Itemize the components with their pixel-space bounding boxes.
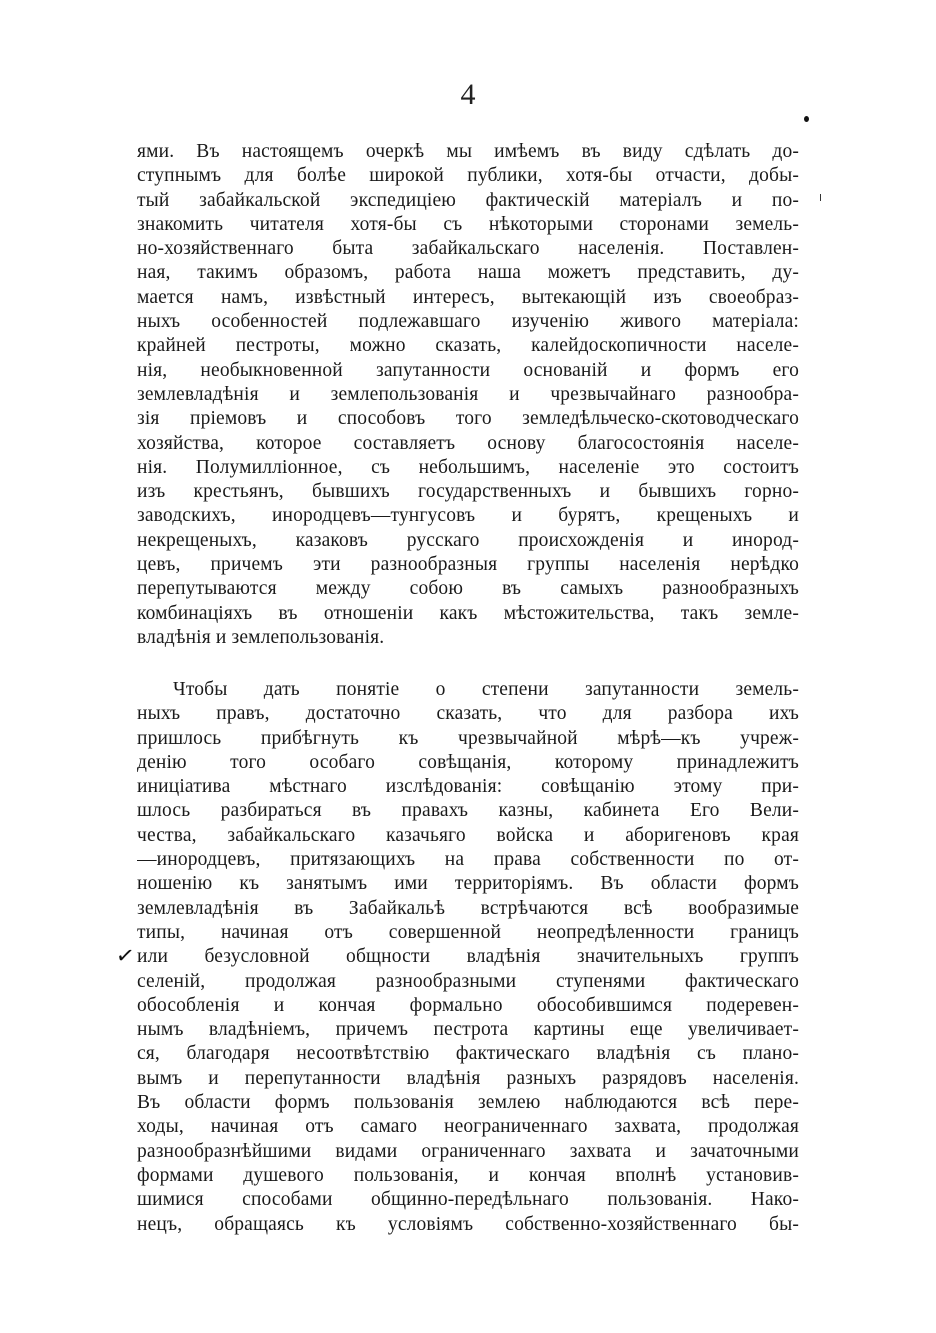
text-line: нецъ, обращаясь къ условіямъ собственно-хозяйственнаго бы- [137,1213,799,1235]
text-line: шимися способами общинно-передѣльнаго пользованія. Нако- [137,1189,799,1211]
text-line: нымъ владѣніемъ, причемъ пестрота картины еще увеличивает- [137,1019,799,1041]
text-line: шлось разбираться въ правахъ казны, кабинета Его Вели- [137,800,799,822]
text-line: владѣнія и землепользованія. [137,626,385,648]
text-line: землевладѣнія и землепользованія и чрезвычайнаго разнообра- [137,383,799,405]
text-line: денію того особаго совѣщанія, которому принадлежитъ [137,751,799,773]
text-line: зія пріемовъ и способовъ того земледѣльческо-скотоводческаго [137,408,799,430]
text-line: мается намъ, извѣстный интересъ, вытекающій изъ своеобраз- [137,286,799,308]
text-line: землевладѣнія въ Забайкальѣ встрѣчаются всѣ вообразимые [137,897,799,919]
paragraph-1 [137,140,799,650]
text-line: типы, начиная отъ совершенной неопредѣленности границъ [137,921,799,943]
text-line: цевъ, причемъ эти разнообразныя группы населенія нерѣдко [137,554,799,576]
text-line: чества, забайкальскаго казачьяго войска и аборигеновъ края [137,824,799,846]
text-line: обособленія и кончая формально обособившимся подеревен- [137,994,799,1016]
text-line: ношенію къ занятымъ ими территоріямъ. Въ области формъ [137,873,799,895]
text-line: ныхъ особенностей подлежавшаго изученію живого матеріала: [137,311,799,333]
text-line: перепутываются между собою въ самыхъ разнообразныхъ [137,578,799,600]
text-line: разнообразнѣйшими видами ограниченнаго захвата и зачаточными [137,1140,799,1162]
text-line: нія, необыкновенной запутанности основаній и формъ его [137,359,799,381]
text-line: изъ крестьянъ, бывшихъ государственныхъ и бывшихъ горно- [137,481,799,503]
ink-dot-mark [804,116,809,122]
text-line: но-хозяйственнаго быта забайкальскаго населенія. Поставлен- [137,238,799,260]
text-line: ями. Въ настоящемъ очеркѣ мы имѣемъ въ виду сдѣлать до- [137,141,799,162]
margin-check-icon: ✓ [114,941,137,970]
text-line: ся, благодаря несоотвѣтствію фактическаго владѣнія съ плано- [137,1043,799,1065]
text-line: ходы, начиная отъ самаго неограниченнаго захвата, продолжая [137,1116,799,1138]
text-line: ступнымъ для болѣе широкой публики, хотя-бы отчасти, добы- [137,165,799,187]
text-line: пришлось прибѣгнуть къ чрезвычайной мѣрѣ—къ учреж- [137,727,799,749]
text-line: Въ области формъ пользованія землею наблюдаются всѣ пере- [137,1092,799,1114]
margin-tick-mark [820,194,821,201]
text-line: формами душевого пользованія, и кончая вполнѣ установив- [137,1164,799,1186]
text-line: селеній, продолжая разнообразными ступенями фактическаго [137,970,799,992]
text-line: знакомить читателя хотя-бы съ нѣкоторыми сторонами земель- [137,213,799,235]
text-line: вымъ и перепутанности владѣнія разныхъ разрядовъ населенія. [137,1067,799,1089]
text-line: комбинаціяхъ въ отношеніи какъ мѣстожительства, такъ земле- [137,602,799,624]
text-line: Чтобы дать понятіе о степени запутанности земель- [173,679,799,700]
text-line: некрещеныхъ, казаковъ русскаго происхожденія и инород- [137,529,799,551]
text-line: —инородцевъ, притязающихъ на права собственности по от- [137,849,799,871]
paragraph-2 [137,678,799,1237]
text-line: тый забайкальской экспедиціею фактическій матеріалъ и по- [137,189,799,211]
text-line: хозяйства, которое составляетъ основу благосостоянія населе- [137,432,799,454]
text-line: иниціатива мѣстнаго изслѣдованія: совѣщанію этому при- [137,776,799,798]
text-line: ная, такимъ образомъ, работа наша можетъ представить, ду- [137,262,799,284]
text-line: нія. Полумилліонное, съ небольшимъ, населеніе это состоитъ [137,456,799,478]
page-number: 4 [460,78,476,111]
text-line: заводскихъ, инородцевъ—тунгусовъ и бурятъ, крещеныхъ и [137,505,799,527]
text-line: крайней пестроты, можно сказать, калейдоскопичности населе- [137,335,799,357]
text-line: ныхъ правъ, достаточно сказать, что для разбора ихъ [137,703,799,725]
text-line: или безусловной общности владѣнія значительныхъ группъ [137,946,799,968]
